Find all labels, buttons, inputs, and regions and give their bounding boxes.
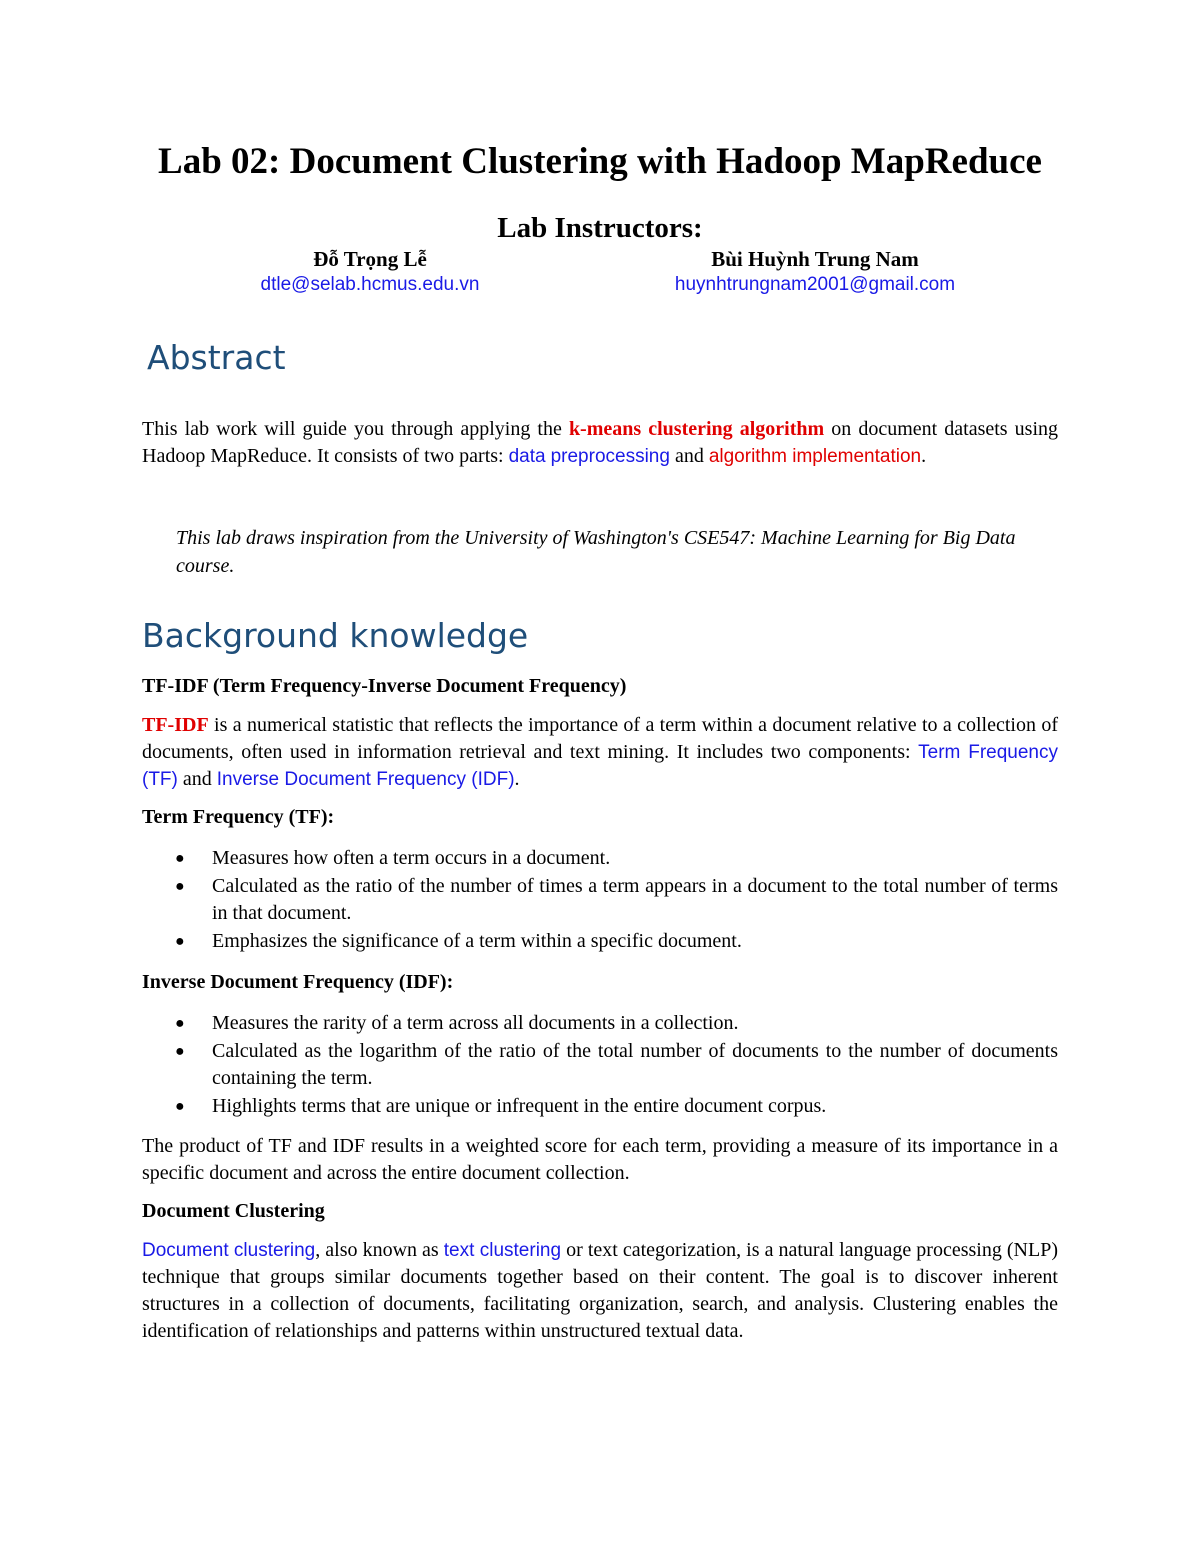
text-span: or text categorization, is a natural language processing (NLP) technique that groups similar documents together based on their content. The goal is to discover inherent structures in a collection of documents, facilitating organization, search, and analysis. Clustering enables the identification of relationships and patterns within unstructured textual data.	[142, 1239, 1058, 1342]
list-item	[142, 1010, 1058, 1038]
inspiration-note: This lab draws inspiration from the University of Washington's CSE547: Machine Learning for Big Data course.	[176, 527, 1016, 577]
list-item-text: Measures the rarity of a term across all documents in a collection.	[212, 1012, 739, 1034]
bullet-icon: ●	[175, 932, 185, 950]
tfidf-paragraph	[142, 712, 1058, 793]
document-clustering-link[interactable]: Document clustering	[142, 1240, 316, 1261]
text-span: and	[177, 768, 217, 790]
text-span: , also known as	[315, 1239, 444, 1261]
background-heading: Background knowledge	[142, 616, 529, 655]
tf-heading: Term Frequency (TF):	[142, 806, 335, 828]
tfidf-highlight: TF-IDF	[142, 714, 209, 736]
kmeans-highlight: k-means clustering algorithm	[568, 418, 825, 440]
document-clustering-paragraph	[142, 1237, 1058, 1345]
instructors-label: Lab Instructors:	[497, 212, 703, 244]
text-span: and	[669, 445, 709, 467]
document-clustering-heading: Document Clustering	[142, 1200, 325, 1222]
abstract-paragraph	[142, 416, 1058, 470]
list-item-text: Measures how often a term occurs in a document.	[212, 847, 611, 869]
text-span: is a numerical statistic that reflects the importance of a term within a document relative to a collection of documents, often used in information retrieval and text mining. It includes two components:	[142, 714, 1058, 763]
list-item-text: Calculated as the logarithm of the ratio of the total number of documents to the number of documents containing the term.	[212, 1039, 1058, 1089]
instructor-2	[600, 246, 1030, 298]
algorithm-implementation-highlight: algorithm implementation	[708, 446, 922, 467]
list-item-text: Highlights terms that are unique or infrequent in the entire document corpus.	[212, 1094, 827, 1117]
instructor-email-link[interactable]: huynhtrungnam2001@gmail.com	[674, 274, 956, 295]
list-item	[142, 873, 1058, 928]
list-item	[142, 1038, 1058, 1093]
data-link[interactable]: data	[508, 446, 546, 467]
preprocessing-link[interactable]: preprocessing	[550, 446, 670, 467]
idf-heading: Inverse Document Frequency (IDF):	[142, 971, 454, 993]
idf-list	[142, 1010, 1058, 1120]
tf-list	[142, 845, 1058, 955]
list-item	[142, 1093, 1058, 1121]
page-title: Lab 02: Document Clustering with Hadoop MapReduce	[158, 141, 1042, 182]
list-item-text: Emphasizes the significance of a term within a specific document.	[212, 929, 742, 952]
abstract-heading: Abstract	[147, 338, 286, 377]
text-span: .	[514, 768, 520, 790]
bullet-icon: ●	[175, 1097, 185, 1115]
instructor-name: Đỗ Trọng Lễ	[313, 247, 427, 271]
instructor-email-link[interactable]: dtle@selab.hcmus.edu.vn	[260, 274, 480, 295]
inverse-document-frequency-link[interactable]: Inverse Document Frequency (IDF)	[216, 769, 515, 790]
bullet-icon: ●	[175, 1015, 185, 1032]
text-span: on document datasets using Hadoop MapReduce. It consists of two parts:	[142, 418, 1058, 467]
tfidf-heading: TF-IDF (Term Frequency-Inverse Document Frequency)	[142, 675, 627, 697]
list-item	[142, 845, 1058, 873]
instructor-name: Bùi Huỳnh Trung Nam	[711, 247, 919, 271]
text-clustering-link[interactable]: text clustering	[443, 1240, 562, 1261]
instructor-1	[180, 246, 560, 298]
list-item-text: Calculated as the ratio of the number of times a term appears in a document to the total number of terms in that document.	[212, 874, 1058, 924]
bullet-icon: ●	[175, 1042, 185, 1060]
list-item	[142, 928, 1058, 956]
bullet-icon: ●	[175, 850, 185, 867]
text-span: .	[921, 445, 927, 467]
term-frequency-link[interactable]: Term Frequency (TF)	[142, 742, 1058, 790]
tfidf-product-paragraph: The product of TF and IDF results in a weighted score for each term, providing a measure of its importance in a specific document and across the entire document collection.	[142, 1135, 1058, 1184]
bullet-icon: ●	[175, 877, 185, 895]
text-span: This lab work will guide you through applying the	[142, 418, 569, 440]
